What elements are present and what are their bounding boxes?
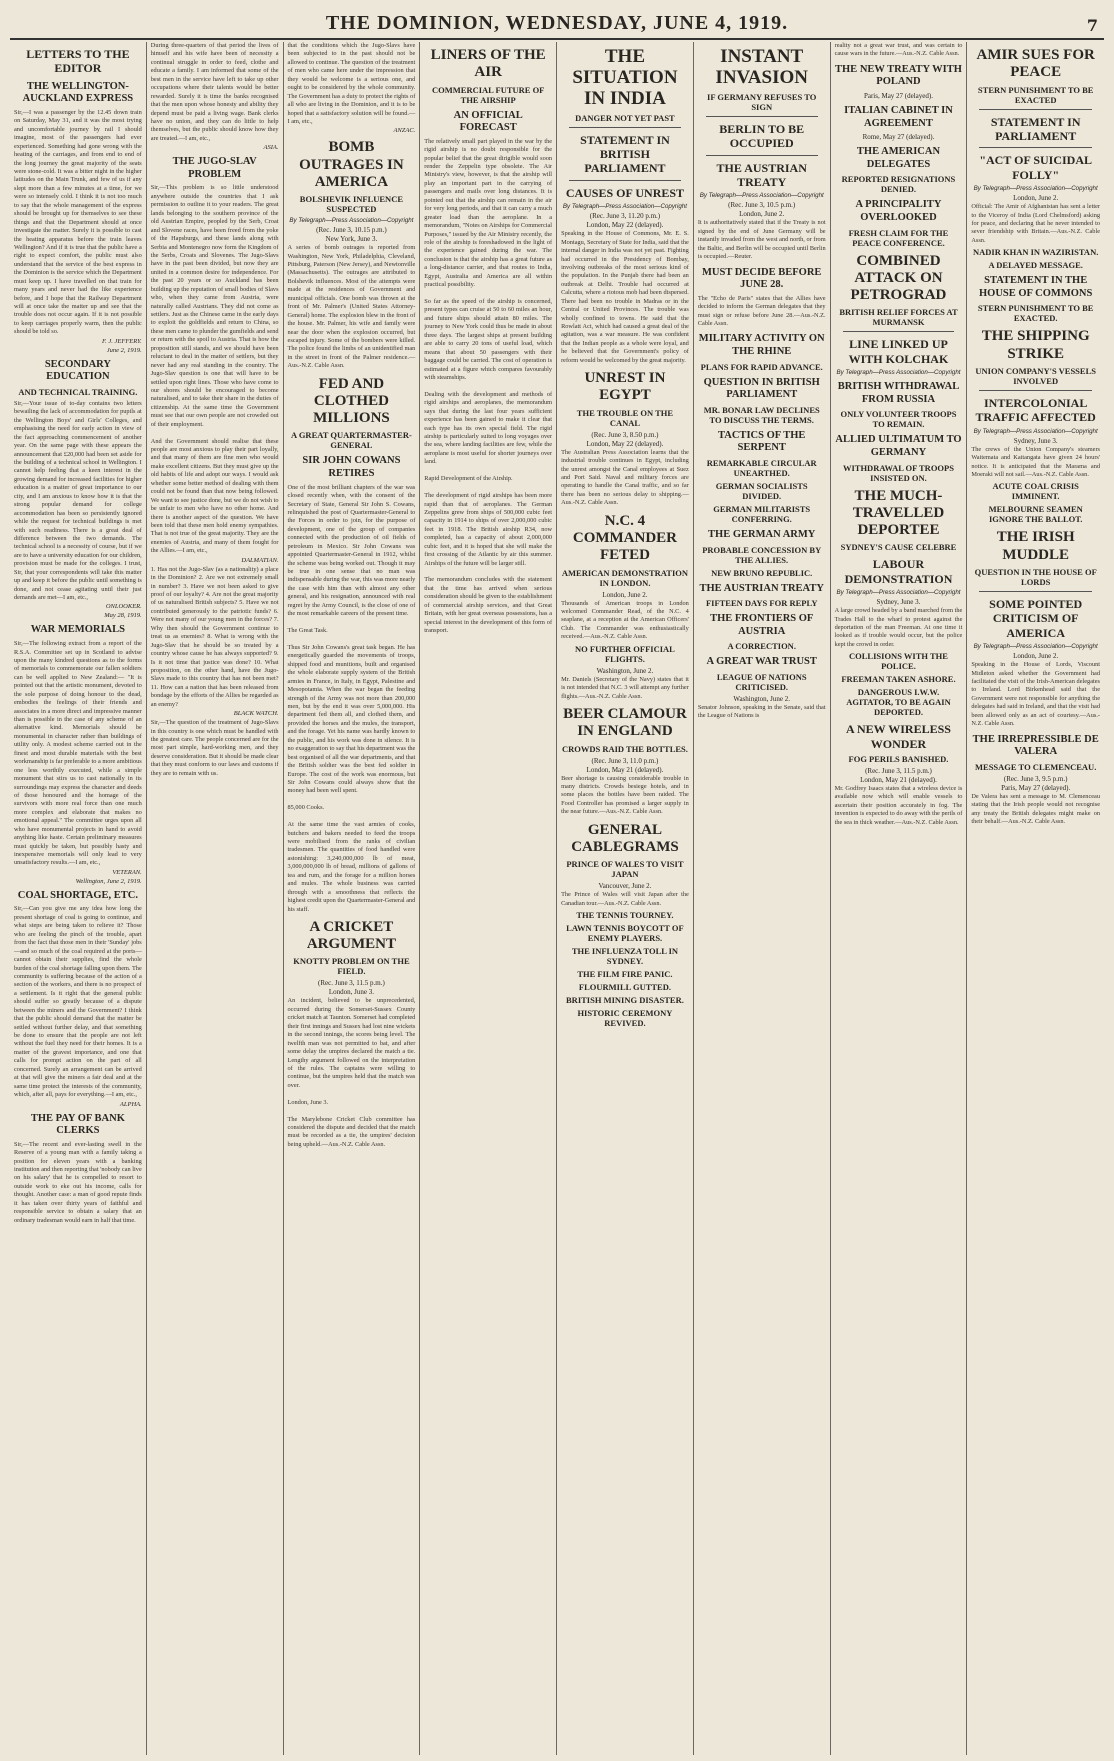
wire-credit: By Telegraph—Press Association—Copyright: [836, 369, 961, 377]
subheadline: BOLSHEVIK INFLUENCE SUSPECTED: [299, 194, 404, 215]
subheadline: HISTORIC CEREMONY REVIVED.: [577, 1008, 673, 1029]
headline: AMIR SUES FOR PEACE: [976, 47, 1095, 81]
headline: THE IRREPRESSIBLE DE VALERA: [972, 733, 1099, 758]
masthead: [10, 8, 1104, 40]
page-number: 7: [1086, 16, 1098, 35]
subheadline: NO FURTHER OFFICIAL FLIGHTS.: [575, 643, 675, 664]
headline: LINERS OF THE AIR: [430, 47, 546, 81]
headline: THE SHIPPING STRIKE: [981, 328, 1090, 362]
subheadline: A GREAT QUARTERMASTER-GENERAL: [291, 430, 412, 451]
wire-credit: By Telegraph—Press Association—Copyright: [973, 427, 1098, 435]
signature: F. J. JEFFERY.: [101, 337, 142, 345]
masthead-title: THE DOMINION, WEDNESDAY, JUNE 4, 1919.: [325, 11, 789, 34]
article-body: 1. Has not the Jugo-Slav (as a nationality) a place in the Dominion? 2. Are we not extremely small in number? 3. Have we not been asked to give proof of our loyalty? 4. Are not the great majority of us naturalised British subjects? 5. Have we not contributed generously to the patriotic funds? 6. Were not many of our young men in the forces? 7. Why then should the Government continue to treat us as enemies? 8. What is wrong with the Jugo-Slav that he should be so treated by a country whose cause he has always supported? 9. Is it not time that justice was done? 10. What proposition, on the other hand, have the Jugo-Slavs made to this country that has not been met? 11. How can a nation that has been released from bondage by the efforts of the Allies be regarded as an enemy?: [150, 565, 279, 708]
headline: THE SITUATION IN INDIA: [572, 46, 678, 109]
headline: A NEW WIRELESS WONDER: [846, 722, 951, 751]
headline: QUESTION IN BRITISH PARLIAMENT: [703, 376, 820, 401]
rule: [706, 116, 818, 117]
article-body: reality not a great war trust, and was certain to cause wars in the future.—Aus.-N.Z. Cable Assn.: [834, 42, 963, 58]
article-body: Sir,—The question of the treatment of Jugo-Slavs in this country is one which must be handled with the greatest care. The people concerned are for the most part simple, hard-working men, and they deserve consideration. But it should be made clear that they must conform to our laws and customs if they are to remain with us.: [150, 719, 279, 777]
subheadline: COLLISIONS WITH THE POLICE.: [849, 651, 948, 672]
wire-credit: By Telegraph—Press Association—Copyright: [973, 643, 1098, 651]
headline: SECONDARY EDUCATION: [44, 358, 111, 383]
subheadline: THE FILM FIRE PANIC.: [577, 969, 673, 980]
column-5: [557, 42, 694, 1755]
headline: A CRICKET ARGUMENT: [306, 918, 396, 953]
headline: THE GERMAN ARMY: [708, 529, 816, 541]
rule: [979, 390, 1092, 391]
headline: THE IRISH MUDDLE: [996, 529, 1075, 563]
subheadline: DANGEROUS I.W.W. AGITATOR, TO BE AGAIN DEPORTED.: [846, 687, 951, 718]
article-body: Sir,—Can you give me any idea how long the present shortage of coal is going to continue, and what steps are being taken to relieve it? Those who are feeling the pinch of the trouble, apart from the fact that those men in their 'Sunday' jobs—and so much of the coal required at the ports—cannot obtain their supplies, find the whole burden of the coal shortage falling upon them. The community is suffering because of the action of a section of the workers, and there is no prospect of a settlement. Is it right that the general public should suffer so greatly because of a dispute between the miners and the Government? I think that the public should demand that the matter be settled without further delay, and that something be done to ensure that the people are not left without the fuel they need for their homes. It is a matter of the gravest importance, and one that calls for prompt action on the part of all concerned. Surely an arrangement can be arrived at that will give the miners a fair deal and at the same time protect the interests of the community, which, after all, pays for everything.—I am, etc.,: [14, 905, 142, 1099]
headline: THE JUGO-SLAV PROBLEM: [172, 156, 257, 180]
subheadline: STERN PUNISHMENT TO BE EXACTED.: [977, 303, 1094, 324]
dateline: London, June 2.: [602, 590, 648, 599]
headline: "ACT OF SUICIDAL FOLLY": [979, 153, 1093, 182]
wire-credit: By Telegraph—Press Association—Copyright: [973, 185, 1098, 193]
signature: BLACK WATCH.: [233, 710, 279, 718]
dateline: (Rec. June 3, 11.5 p.m.): [865, 767, 932, 776]
dateline: (Rec. June 3, 11.0 p.m.): [591, 756, 659, 765]
headline: THE AMERICAN DELEGATES: [856, 146, 941, 170]
headline: THE NEW TREATY WITH POLAND: [835, 63, 962, 88]
article-body: A series of bomb outrages is reported from Washington, New York, Philadelphia, Cleveland, Pittsburg, Paterson (New Jersey), and Newtonville (Massachusetts). The outrages are attributed to Bolshevik influences. Most of the attempts were made at the residences of Government and municipal officials. One bomb was thrown at the front of Mr. Palmer's (United States Attorney-General) home. The explosion blew in the front of the house. Mr. Palmer, his wife and family were near the door when the explosion occurred, but escaped injury. Some of the bombers were killed. The police found the limbs of an unidentified man in the street in front of the Palmer residence.—Aus.-N.Z. Cable Assn.: [287, 244, 416, 370]
headline: FED AND CLOTHED MILLIONS: [313, 375, 390, 427]
subheadline: PLANS FOR RAPID ADVANCE.: [700, 361, 823, 372]
column-3: [284, 42, 421, 1755]
signature: ASIA.: [263, 144, 279, 152]
subheadline: THE TROUBLE ON THE CANAL: [576, 407, 674, 428]
article-body: A large crowd headed by a band marched from the Trades Hall to the wharf to protest against the deportation of the man Freeman. At one time it looked as if trouble would occur, but the police kept the crowd in order.: [834, 607, 963, 648]
subheadline: AMERICAN DEMONSTRATION IN LONDON.: [561, 567, 689, 588]
subheadline: PRINCE OF WALES TO VISIT JAPAN: [566, 859, 684, 880]
subheadline: REMARKABLE CIRCULAR UNEARTHED.: [706, 458, 817, 479]
subheadline: GERMAN SOCIALISTS DIVIDED.: [715, 481, 808, 502]
subheadline: MELBOURNE SEAMEN IGNORE THE BALLOT.: [988, 504, 1083, 525]
dateline: Washington, June 2.: [596, 666, 654, 675]
subheadline: WITHDRAWAL OF TROOPS INSISTED ON.: [842, 462, 954, 483]
dateline: (Rec. June 3, 8.50 p.m.): [591, 430, 659, 439]
subheadline: SYDNEY'S CAUSE CELEBRE: [840, 542, 957, 553]
subheadline: FRESH CLAIM FOR THE PEACE CONFERENCE.: [848, 227, 949, 248]
rule: [569, 127, 681, 128]
headline: WAR MEMORIALS: [30, 624, 125, 636]
article-body: Sir,—I was a passenger by the 12.45 down train on Saturday, May 31, and it was the most trying and uncomfortable journey by rail I should imagine, most of the passengers had ever experienced. Something had gone wrong with the heating of the carriages, and from end to end of the long journey the great majority of the seats were stone-cold. It was a bitter night in the higher latitudes on the Main Trunk, and few of us if any slept more than a few minutes at a time, for we were so intensely cold. I think it is not too much to say that the whole management of the express should be brought up for themselves to see these things and that the Department should at once investigate the matter. Surely it is possible to cast the heating apparatus before the train leaves Wellington? And if it is true that the public have a right to expect comfort, the public must also understand that the service of the best express in the Dominion is the service which the Department must keep up. I have travelled on that train for many years and never had the like experience before, and I hope that the Railway Department will at once take the matter up and see that the trouble does not occur again. If it is not possible to keep carriages properly warm, then the public should be told so.: [14, 108, 142, 336]
subheadline: DANGER NOT YET PAST: [575, 112, 675, 123]
subheadline: THE INFLUENZA TOLL IN SYDNEY.: [571, 946, 679, 967]
headline: THE MUCH-TRAVELLED DEPORTEE: [852, 487, 945, 539]
article-body: Official: The Amir of Afghanistan has sent a letter to the Viceroy of India (Lord Chelmsford) asking for peace, and declaring that he never intended to sever friendship with Britain.—Aus.-N.Z. Cable Assn.: [971, 203, 1100, 244]
wire-credit: By Telegraph—Press Association—Copyright: [562, 203, 687, 211]
headline: THE WELLINGTON-AUCKLAND EXPRESS: [22, 80, 134, 105]
article-body: that the conditions which the Jugo-Slavs have been subjected to in the past should not be allowed to continue. The question of the treatment of men who came here under the impression that they would be welcome is a serious one, and ought to be considered by the whole community. The Government has a duty to protect the rights of all who are living in the Dominion, and it is to be hoped that a satisfactory solution will be found.—I am, etc.,: [287, 42, 416, 125]
columns-container: [10, 42, 1104, 1755]
article-body: Beer shortage is causing considerable trouble in many districts. Crowds besiege hotels, and in some places the bottles have been raided. The Food Controller has promised a larger supply in the near future.—Aus.-N.Z. Cable Assn.: [561, 774, 689, 816]
headline: A GREAT WAR TRUST: [706, 656, 817, 668]
headline: SOME POINTED CRITICISM OF AMERICA: [989, 596, 1083, 640]
column-4: [420, 42, 557, 1755]
headline: BOMB OUTRAGES IN AMERICA: [299, 139, 404, 190]
dateline: (Rec. June 3, 10.5 p.m.): [728, 201, 796, 210]
dateline: (Rec. June 3, 10.15 p.m.): [316, 226, 387, 235]
wire-credit: By Telegraph—Press Association—Copyright: [836, 589, 961, 597]
rule: [706, 155, 818, 156]
signature: DALMATIAN.: [241, 556, 279, 564]
dateline: London, May 22 (delayed).: [586, 439, 664, 448]
headline: INTERCOLONIAL TRAFFIC AFFECTED: [975, 395, 1096, 425]
subheadline: MESSAGE TO CLEMENCEAU.: [975, 761, 1097, 772]
dateline: (Rec. June 3, 9.5 p.m.): [1003, 774, 1068, 783]
subheadline: THE TENNIS TOURNEY.: [576, 910, 674, 921]
subheadline: BRITISH RELIEF FORCES AT MURMANSK: [839, 307, 958, 328]
subheadline: UNION COMPANY'S VESSELS INVOLVED: [975, 365, 1096, 386]
rule: [979, 591, 1092, 592]
wire-credit: By Telegraph—Press Association—Copyright: [699, 192, 824, 200]
subheadline: KNOTTY PROBLEM ON THE FIELD.: [293, 956, 410, 977]
article-body: An incident, believed to be unprecedented, occurred during the Somerset-Sussex County cricket match at Taunton. Somerset had completed their first innings and Sussex had lost nine wickets in the second innings, the scores being level. The twelfth man was not permitted to bat, and after some delay the umpires declared the match a tie. Lengthy argument followed on the interpretation of the rules. The captains were willing to continue, but the umpires held that the match was over. London, June 3. The Marylebone Cricket Club committee has considered the dispute and decided that the match must be recorded as a tie, the umpires' decision being upheld.—Aus.-N.Z. Cable Assn.: [287, 997, 416, 1148]
rule: [979, 109, 1092, 110]
headline: N.C. 4 COMMANDER FETED: [572, 512, 678, 564]
article-body: Speaking in the House of Lords, Viscount Midleton asked whether the Government had facilitated the visit of the Irish-American delegates to Ireland. Lord Birkenhead said that the Government were not responsible for anything the delegates had said in Ireland, and that the visit had been allowed only as an act of courtesy.—Aus.-N.Z. Cable Assn.: [971, 661, 1100, 728]
headline: STATEMENT IN BRITISH PARLIAMENT: [580, 132, 670, 176]
dateline: London, May 22 (delayed).: [586, 221, 664, 230]
subheadline: NADIR KHAN IN WAZIRISTAN.: [973, 247, 1099, 258]
dateline: (Rec. June 3, 11.5 p.m.): [318, 979, 385, 988]
dateline: Rome, May 27 (delayed).: [862, 133, 935, 142]
article-body: Speaking in the House of Commons, Mr. E. S. Montagu, Secretary of State for India, said that the internal danger in India was not yet past. Fighting had occurred in the Presidency of Bombay, involving outbreaks of the most serious kind of the population. In the Punjab there had been an outbreak at Delhi. Trouble had occurred at Calcutta, where a riotous mob had been dispersed. There had been no trouble in Madras or in the Central or United Provinces. The trouble was wholly confined to towns. He said that the Rowlatt Act, which had caused a great deal of the agitation, was a war measure. He was confident that the Indian people as a whole were loyal, and he believed that the Government's policy of reform would be welcomed by the great majority.: [561, 230, 689, 364]
headline: LINE LINKED UP WITH KOLCHAK: [848, 337, 949, 366]
subheadline: ONLY VOLUNTEER TROOPS TO REMAIN.: [840, 409, 957, 430]
dateline: Paris, May 27 (delayed).: [863, 92, 933, 101]
dateline: London, May 21 (delayed).: [860, 776, 937, 785]
headline: BERLIN TO BE OCCUPIED: [719, 121, 805, 151]
dateline: London, June 2.: [739, 210, 785, 219]
headline: LABOUR DEMONSTRATION: [844, 557, 953, 586]
subheadline: GERMAN MILITARISTS CONFERRING.: [713, 504, 811, 525]
subheadline: LAWN TENNIS BOYCOTT OF ENEMY PLAYERS.: [566, 923, 684, 944]
subheadline: COMMERCIAL FUTURE OF THE AIRSHIP: [431, 84, 545, 105]
headline: ALLIED ULTIMATUM TO GERMANY: [835, 434, 962, 458]
signature: ONLOOKER.: [105, 603, 142, 611]
article-body: Sir,—Your issue of to-day contains two letters bewailing the lack of accommodation for pupils at the Wellington Boys' and Girls' Colleges, and emphasising the need for early action in view of the fact approaching commencement of another year. On the same page with these appears the announcement that £20,000 had been set aside for the building of a technical school in Wellington. I cannot help feeling that a keen interest in the growing demand for increased facilities for higher education is a matter of great importance to our city, and I am anxious to know how it is that the strong popular demand for college accommodation has been so persistently ignored while the request for technical buildings is met with such readiness. There is a great deal of difference between the two demands. The technical school is a necessity of course, but if we are to have a university education for our children, provision must be made for the colleges. I trust, Sir, that your correspondents will take this matter up and keep it before the public until something is done, and not cease agitating until their just demands are met—I am, etc.,: [14, 399, 142, 602]
headline: THE FRONTIERS OF AUSTRIA: [710, 613, 814, 637]
article-body: Mr. Daniels (Secretary of the Navy) states that it is not intended that N.C. 3 will attempt any further flights.—Aus.-N.Z. Cable Assn.: [561, 675, 689, 700]
headline: BEER CLAMOUR IN ENGLAND: [563, 706, 687, 740]
subheadline: PROBABLE CONCESSION BY THE ALLIES.: [702, 544, 822, 565]
column-8: [967, 42, 1104, 1755]
dateline: (Rec. June 3, 11.20 p.m.): [589, 212, 661, 221]
article-body: Sir,—The following extract from a report of the R.S.A. Committee set up in Scotland to advise upon the many kindred questions as to the forms of memorials to commemorate our fallen soldiers can be well applied to New Zealand:— "It is pointed out that the artistic monument, devoted to the sole purpose of doing honour to the dead, embodies the feelings of their friends and associates in a more direct and impressive manner than is possible in the case of any scheme of an alternative kind. Memorials should be monumental in character rather than buildings of utility only. A modest scheme carried out in the finest and most durable materials with the best workmanship is far preferable to a more ambitious one less worthily executed, while a simple monument that stirs us to cast nationally in its surroundings may express the character and deeds of those honoured and the homage of the survivors with more real force than one much more complex and elaborate that makes no emotional appeal." The committee urges upon all who have monumental projects in hand to avoid anything like haste. Certain preliminary measures must quickly be taken, but possibly hasty and inexpensive memorials will only lead to very unsatisfactory results.—I am, etc.,: [14, 640, 142, 867]
rule: [569, 180, 681, 181]
article-body: Mr. Godfrey Isaacs states that a wireless device is available now which will enable vessels to ascertain their position accurately in fog. The invention is expected to do away with the perils of the sea in thick weather.—Aus.-N.Z. Cable Assn.: [834, 785, 963, 826]
dateline: Washington, June 2.: [733, 695, 791, 703]
subheadline: AND TECHNICAL TRAINING.: [18, 386, 138, 397]
article-body: During three-quarters of that period the lives of himself and his wife have been of necessity a continual struggle in order to feed, clothe and educate a family. I am informed that some of the best men in the service have left to take up other occupations where their talents would be better rewarded. Surely it is time the banks recognised that the men upon whose honesty and ability they depend must be paid a living wage. Bank clerks have no union, and they can do little to help themselves, but the public should know how they are treated.—I am, etc.,: [150, 42, 279, 142]
article-body: Sir,—This problem is so little understood anywhere outside the countries that I ask permission to outline it to your readers. The great lands belonging to the southern province of the old Austrian Empire, peopled by the Serb, Croat and Slovene races, have been freed from the yoke of the Hapsburgs, and these lands along with Serbia and Montenegro now form the Kingdom of the Serbs, Croats and Slovenes. The Jugo-Slavs have in the past been divided, but now they are united in a common desire for independence. For the past 20 years or so Auckland has been building up the reputation of small bodies of Slavs who, when they came from Austria, were naturally called Austrians. They did not come as settlers. Just as the Chinese came in the early days to exploit the goldfields and return to China, so these men came to plunder the gumfields and send or return with the spoil to Austria. That is how the proposition still stands, and we should have been reluctant to deal in the matter of settlers, but they never had any real standing in the country. The Jugo-Slav question is one that will have to be settled upon right lines. Those who have come to our shores should be encouraged to become naturalised, and to take their share in the duties of citizenship. At the same time the Government must see that our own people are not crowded out of their employment. And the Government should realise that these people are most anxious to play their part loyally, and that many of them are fine men who would make excellent citizens. But they must give up the old habits of life and adopt our ways. I would ask whether some better method of dealing with them could not be found than that now being followed. We want to see justice done, but we do not wish to be unfair to men who have no other home. And there is another aspect of the question. We have been told that these men hold enemy sympathies. That is not true of the great majority. They are the enemies of Austria, and many of them fought for the Allies.—I am, etc.,: [150, 184, 279, 555]
dateline: London, June 2.: [1013, 194, 1059, 203]
headline: STATEMENT IN THE HOUSE OF COMMONS: [978, 275, 1093, 299]
rule: [979, 147, 1092, 148]
article-body: The relatively small part played in the war by the rigid airship is no doubt responsible for the popular belief that the great dirigible would soon render the Zeppelin type obsolete. The Air Ministry's view, however, is that the airship will play an important part in the carrying of passengers and mails over long distances. It is pointed out that the airship can remain in the air for very long periods, and that it can carry a much greater load than the aeroplane. In a memorandum, "Notes on Airships for Commercial Purposes," issued by the Air Ministry recently, the role of the airship is foreshadowed in the light of the experience gained during the war. The conclusion is that the airship has a great future as a long-distance carrier, and that routes to India, Egypt, Australia and America are all within practical possibility. So far as the speed of the airship is concerned, present types can cruise at 50 to 60 miles an hour, and future ships should attain 80 miles. The journey to New York could thus be made in about three days. The largest ships at present building are able to carry 20 tons of useful load, which means that about 50 passengers with their baggage could be carried. The cost of operation is estimated at a figure which compares favourably with steamships. Dealing with the development and methods of rigid airships and aeroplanes, the memorandum says that during the last four years sufficient experience has been gained to make it clear that each type has its own special field. The rigid airship is particularly suited to long voyages over the sea, where landing facilities are few, while the aeroplane is most useful for shorter journeys over land. Rapid Development of the Airship. The development of rigid airships has been more rapid than that of aeroplanes. The German Zeppelins grew from ships of 500,000 cubic feet capacity in 1914 to ships of over 2,000,000 cubic feet in 1918. The British airship R34, now completed, has a capacity of about 2,000,000 cubic feet, and it is hoped that she will make the first crossing of the Atlantic by air this summer. Airships of the future will be larger still. The memorandum concludes with the statement that the time has arrived when serious consideration should be given to the establishment of commercial airship services, and that Great Britain, with her great overseas possessions, has a special interest in the development of this form of transport.: [424, 137, 553, 635]
subheadline: FREEMAN TAKEN ASHORE.: [841, 674, 956, 685]
headline: THE AUSTRIAN TREATY: [716, 160, 807, 189]
signature: May 28, 1919.: [104, 612, 142, 620]
headline: CAUSES OF UNREST: [565, 185, 685, 200]
subheadline: A DELAYED MESSAGE.: [988, 260, 1083, 271]
column-7: [831, 42, 968, 1755]
headline: GENERAL CABLEGRAMS: [571, 821, 679, 855]
headline: MILITARY ACTIVITY ON THE RHINE: [698, 333, 825, 358]
wire-credit: By Telegraph—Press Association—Copyright: [289, 217, 414, 225]
headline: AN OFFICIAL FORECAST: [453, 109, 523, 134]
headline: COMBINED ATTACK ON PETROGRAD: [850, 252, 947, 304]
dateline: London, May 21 (delayed).: [586, 765, 664, 774]
article-body: Sir,—The recent and ever-lasting swell in the Reserve of a young man with a family taking a position for eleven years with a banking institution and then reporting that 'nobody can live on his salary' that he is compelled to resort to outside work to eke out his income, calls for thought. Another case: a man of good repute finds it has taken over thirty years of faithful and responsible service to obtain a salary that an ordinary tradesman would earn in half that time.: [14, 1140, 142, 1224]
subheadline: FIFTEEN DAYS FOR REPLY: [705, 598, 818, 609]
subheadline: FOG PERILS BANISHED.: [848, 754, 949, 765]
signature: ALPHA.: [119, 1100, 142, 1108]
headline: TACTICS OF THE SERPENT: [718, 429, 806, 454]
signature: June 2, 1919.: [106, 346, 142, 354]
headline: MUST DECIDE BEFORE JUNE 28.: [702, 266, 822, 291]
subheadline: ACUTE COAL CRISIS IMMINENT.: [992, 481, 1079, 502]
headline: STATEMENT IN PARLIAMENT: [990, 114, 1081, 143]
subheadline: BRITISH MINING DISASTER.: [566, 995, 684, 1006]
signature: ANZAC.: [393, 127, 416, 135]
headline: BRITISH WITHDRAWAL FROM RUSSIA: [837, 381, 960, 405]
subheadline: NEW BRUNO REPUBLIC.: [711, 567, 813, 578]
subheadline: MR. BONAR LAW DECLINES TO DISCUSS THE TERMS.: [703, 404, 820, 425]
subheadline: CROWDS RAID THE BOTTLES.: [561, 743, 688, 754]
rule: [843, 331, 955, 332]
headline: THE PAY OF BANK CLERKS: [30, 1112, 125, 1137]
subheadline: QUESTION IN THE HOUSE OF LORDS: [974, 566, 1097, 587]
headline: LETTERS TO THE EDITOR: [26, 47, 130, 76]
article-body: It is authoritatively stated that if the Treaty is not signed by the end of June Germany will be instantly invaded from the west and north, or from the Baltic, and Berlin will be occupied until Berlin is occupied.—Reuter.: [697, 219, 826, 261]
dateline: Paris, May 27 (delayed).: [1001, 783, 1071, 792]
headline: A PRINCIPALITY OVERLOOKED: [855, 199, 942, 224]
subheadline: LEAGUE OF NATIONS CRITICISED.: [716, 672, 807, 692]
headline: THE AUSTRIAN TREATY: [699, 582, 824, 594]
column-2: [147, 42, 284, 1755]
dateline: Sydney, June 3.: [876, 598, 921, 607]
article-body: The crews of the Union Company's steamers Waitemata and Kaitangata have given 24 hours' notice. It is anticipated that the Marama and Moeraki will not sail.—Aus.-N.Z. Cable Assn.: [971, 445, 1100, 479]
article-body: The Prince of Wales will visit Japan after the Canadian tour.—Aus.-N.Z. Cable Assn.: [561, 891, 689, 907]
headline: INSTANT INVASION: [715, 46, 808, 88]
headline: UNREST IN EGYPT: [584, 370, 666, 404]
dateline: New York, June 3.: [325, 235, 378, 244]
article-body: De Valera has sent a message to M. Clemenceau stating that the Irish people would not recognise any treaty the British delegates might make on their behalf.—Aus.-N.Z. Cable Assn.: [971, 792, 1100, 826]
subheadline: IF GERMANY REFUSES TO SIGN: [707, 91, 817, 112]
subheadline: FLOURMILL GUTTED.: [578, 982, 671, 993]
dateline: Sydney, June 3.: [1013, 436, 1058, 445]
headline: COAL SHORTAGE, ETC.: [17, 889, 138, 901]
article-body: The "Echo de Paris" states that the Allies have decided to inform the German delegates that they must sign or refuse before June 28.—Aus.-N.Z. Cable Assn.: [697, 294, 826, 328]
dateline: London, June 3.: [328, 988, 374, 997]
column-6: [694, 42, 831, 1755]
headline: SIR JOHN COWANS RETIRES: [302, 455, 401, 480]
article-body: The Australian Press Association learns that the industrial trouble continues in Egypt, including the unrest amongst the Canal employees at Suez and Port Said. Naval and military forces are operating to handle the Canal traffic, and so far there has been no serious delay to shipping.—Aus.-N.Z. Cable Assn.: [561, 448, 689, 507]
column-1: [10, 42, 147, 1755]
article-body: One of the most brilliant chapters of the war was closed recently when, with the consent of the Secretary of State, General Sir John S. Cowans, relinquished the post of Quartermaster-General to the Forces in order to join, for the purpose of development, one of the group of companies connected with the production of oil fields of petroleum in Mexico. Sir John Cowans was appointed Quartermaster-General in 1912, whilst the scheme was being worked out. Though it may be true in one sense that no man was indispensable during the war, this was more nearly the case with him than with almost any other general, and his resignation, announced with real regret by the Army Council, is the close of one of the most remarkable careers of the present time. The Great Task. Thus Sir John Cowans's great task began. He has energetically guarded the movements of troops, shipped food and munitions, built and organised the whole elaborate supply system of the British armies in France, in Italy, in Egypt, Palestine and Mesopotamia. When the war began the feeding strength of the Army was not more than 200,000 men, but by the end it was over 5,000,000. His department fed them all, and clothed them, and provided the horses and the mules, the transport, and the forage. Yet his name was hardly known to the public, and his work was done in silence. It is no exaggeration to say that his department was the best organised of all the war departments, and that the British soldier was the best fed soldier in Europe. The cost of the work was enormous, but Sir John Cowans could always show that the money had been well spent. 85,000 Cooks. At the same time the vast armies of cooks, butchers and bakers needed to feed the troops were mobilised from the ranks of civilian tradesmen. The quantities of food handled were astonishing: 3,240,000,000 lb of meat, 3,000,000,000 lb of bread, millions of gallons of tea and rum, and the forage for a million horses and mules. The whole business was carried through with a smoothness that reflects the highest credit upon the Quartermaster-General and his staff.: [287, 483, 416, 913]
subheadline: A CORRECTION.: [727, 641, 796, 652]
article-body: Senator Johnson, speaking in the Senate, said that the League of Nations is: [697, 704, 826, 720]
signature: Wellington, June 2, 1919.: [75, 877, 142, 885]
subheadline: REPORTED RESIGNATIONS DENIED.: [841, 174, 956, 195]
signature: VETERAN.: [112, 868, 142, 876]
article-body: Thousands of American troops in London welcomed Commander Read, of the N.C. 4 seaplane, at a reception at the American Officers' Club. The Commander was enthusiastically received.—Aus.-N.Z. Cable Assn.: [561, 599, 689, 641]
dateline: London, June 2.: [1013, 652, 1059, 661]
headline: ITALIAN CABINET IN AGREEMENT: [844, 105, 953, 129]
subheadline: STERN PUNISHMENT TO BE EXACTED: [977, 84, 1094, 105]
dateline: Vancouver, June 2.: [598, 882, 652, 891]
